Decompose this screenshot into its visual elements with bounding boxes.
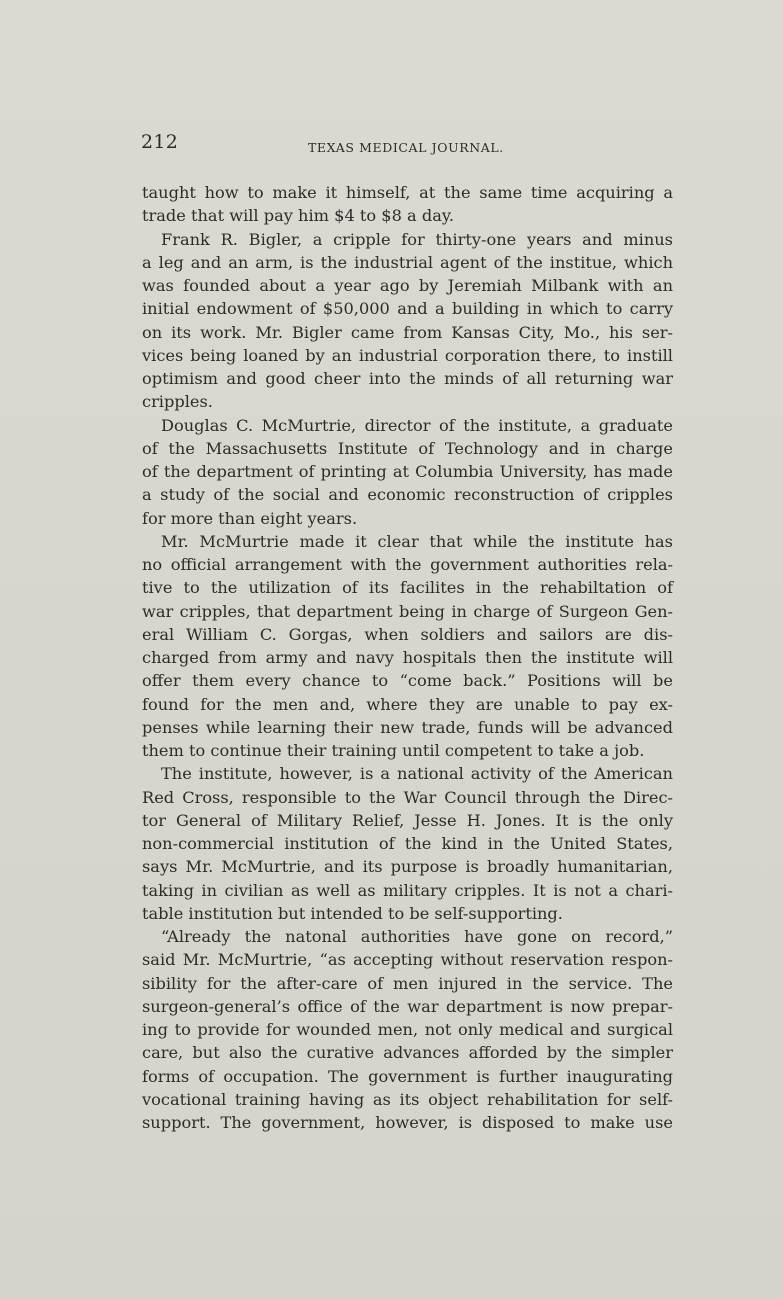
text-line: of the Massachusetts Institute of Technology and in charge xyxy=(142,438,673,458)
text-line: was founded about a year ago by Jeremiah Milbank with an xyxy=(142,276,673,295)
text-line: initial endowment of $50,000 and a building in which to carry xyxy=(142,299,673,319)
text-line: no official arrangement with the government authorities rela- xyxy=(142,555,673,574)
article-body xyxy=(142,181,673,1134)
text-line: sibility for the after-care of men injured in the service. The xyxy=(142,973,673,993)
page-number: 212 xyxy=(141,131,179,153)
text-line: them to continue their training until competent to take a job. xyxy=(142,741,645,760)
running-head: TEXAS MEDICAL JOURNAL. xyxy=(308,140,504,155)
text-line: a leg and an arm, is the industrial agent of the institue, which xyxy=(142,252,673,272)
text-line: ing to provide for wounded men, not only medical and surgical xyxy=(142,1020,673,1039)
text-line: optimism and good cheer into the minds of all returning war xyxy=(142,369,673,388)
text-line: vices being loaned by an industrial corporation there, to instill xyxy=(142,345,673,365)
text-line: table institution but intended to be self-supporting. xyxy=(142,903,563,923)
text-line: Douglas C. McMurtrie, director of the institute, a graduate xyxy=(161,415,673,435)
text-line: care, but also the curative advances afforded by the simpler xyxy=(142,1043,673,1063)
text-line: of the department of printing at Columbia University, has made xyxy=(142,462,673,481)
text-line: “Already the natonal authorities have gone on record,” xyxy=(161,927,673,946)
text-line: trade that will pay him $4 to $8 a day. xyxy=(142,206,454,226)
text-line: a study of the social and economic reconstruction of cripples xyxy=(142,485,673,505)
text-line: charged from army and navy hospitals then the institute will xyxy=(142,648,673,667)
text-line: for more than eight years. xyxy=(142,508,358,528)
text-line: said Mr. McMurtrie, “as accepting without reservation respon- xyxy=(142,950,673,970)
text-line: Frank R. Bigler, a cripple for thirty-one years and minus xyxy=(161,229,673,249)
text-line: forms of occupation. The government is further inaugurating xyxy=(142,1066,673,1086)
text-line: Red Cross, responsible to the War Council through the Direc- xyxy=(142,787,673,807)
text-line: eral William C. Gorgas, when soldiers and sailors are dis- xyxy=(142,624,673,644)
text-line: taught how to make it himself, at the same time acquiring a xyxy=(142,183,673,202)
text-line: tor General of Military Relief, Jesse H. Jones. It is the only xyxy=(142,810,673,830)
text-line: support. The government, however, is disposed to make use xyxy=(142,1113,673,1132)
text-line: says Mr. McMurtrie, and its purpose is broadly humanitarian, xyxy=(142,857,673,877)
text-line: found for the men and, where they are unable to pay ex- xyxy=(142,694,673,714)
text-line: offer them every chance to “come back.” Positions will be xyxy=(142,671,673,691)
text-line: surgeon-general’s office of the war department is now prepar- xyxy=(142,996,673,1016)
text-line: non-commercial institution of the kind in the United States, xyxy=(142,834,673,853)
text-line: tive to the utilization of its facilites in the rehabiltation of xyxy=(142,578,673,598)
text-line: war cripples, that department being in charge of Surgeon Gen- xyxy=(142,601,673,621)
text-line: on its work. Mr. Bigler came from Kansas City, Mo., his ser- xyxy=(142,322,673,342)
text-line: taking in civilian as well as military cripples. It is not a chari- xyxy=(142,880,673,900)
text-line: The institute, however, is a national activity of the American xyxy=(161,764,673,784)
text-line: penses while learning their new trade, funds will be advanced xyxy=(142,717,673,737)
text-line: Mr. McMurtrie made it clear that while the institute has xyxy=(161,531,673,551)
text-line: cripples. xyxy=(142,392,213,412)
text-line: vocational training having as its object rehabilitation for self- xyxy=(142,1089,673,1109)
